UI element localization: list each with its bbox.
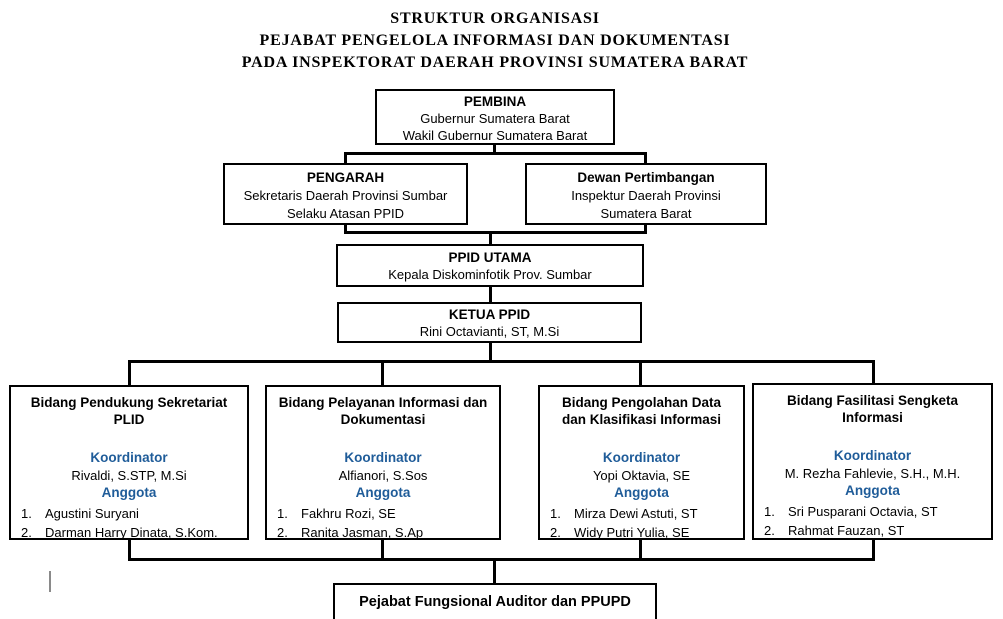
bidang-1-title-line-2: PLID [113,412,145,427]
box-bidang-fasilitasi-sengketa [752,383,993,540]
connector-line [639,360,642,385]
list-item-number: 2. [764,523,775,538]
list-item-name: Fakhru Rozi, SE [301,506,396,521]
connector-line [489,231,492,244]
connector-line [493,558,496,583]
list-item [540,504,743,523]
box-pejabat-fungsional-title: Pejabat Fungsional Auditor dan PPUPD [359,594,631,610]
bidang-3-anggota-label: Anggota [614,485,669,500]
list-item [754,502,991,521]
bidang-4-title-line-2: Informasi [842,410,903,425]
bidang-4-anggota-list [754,502,991,540]
connector-line [872,360,875,385]
box-bidang-pendukung-sekretariat [9,385,249,540]
box-pengarah-line-1: Sekretaris Daerah Provinsi Sumbar [243,188,448,203]
bidang-2-koordinator-name: Alfianori, S.Sos [338,468,428,483]
box-ppid-utama-title: PPID UTAMA [448,250,532,265]
bidang-3-title-line-1: Bidang Pengolahan Data [561,395,722,410]
list-item-number: 1. [21,506,32,521]
list-item-name: Darman Harry Dinata, S.Kom. [45,525,218,540]
bidang-2-anggota-list [267,504,499,542]
bidang-3-koordinator-label: Koordinator [602,450,681,465]
list-item-name: Rahmat Fauzan, ST [788,523,905,538]
connector-line [644,152,647,163]
list-item-number: 2. [550,525,561,540]
box-ppid-utama [336,244,644,287]
bidang-2-title-line-2: Dokumentasi [340,412,426,427]
box-dewan-line-1: Inspektur Daerah Provinsi [571,188,721,203]
box-ppid-utama-line-1: Kepala Diskominfotik Prov. Sumbar [388,267,592,282]
bidang-1-koordinator-name: Rivaldi, S.STP, M.Si [71,468,187,483]
connector-line [344,231,647,234]
box-pejabat-fungsional [333,583,657,619]
list-item-name: Ranita Jasman, S.Ap [301,525,424,540]
box-dewan-line-2: Sumatera Barat [600,205,692,221]
connector-line [128,360,875,363]
bidang-4-title-line-1: Bidang Fasilitasi Sengketa [786,393,959,408]
connector-line [381,540,384,559]
box-dewan-pertimbangan [525,163,767,225]
page-title [0,8,990,74]
bidang-1-koordinator-label: Koordinator [90,450,168,465]
bidang-2-koordinator-label: Koordinator [344,450,422,465]
box-ketua-ppid-line-1: Rini Octavianti, ST, M.Si [419,324,560,339]
list-item-name: Mirza Dewi Astuti, ST [574,506,698,521]
box-pembina [375,89,615,145]
box-dewan-title: Dewan Pertimbangan [577,170,715,185]
connector-line [489,287,492,302]
connector-line [128,558,875,561]
list-item-name: Widy Putri Yulia, SE [574,525,690,540]
box-pembina-line-1: Gubernur Sumatera Barat [420,111,570,126]
list-item-number: 1. [764,504,775,519]
connector-line [381,360,384,385]
box-pembina-title: PEMBINA [463,94,527,109]
list-item [11,504,247,523]
box-ketua-ppid [337,302,642,343]
list-item [267,504,499,523]
list-item [754,521,991,540]
page-title-line-1: STRUKTUR ORGANISASI [390,10,600,27]
connector-line [872,540,875,559]
page-title-line-3: PADA INSPEKTORAT DAERAH PROVINSI SUMATERA BARAT [241,54,749,71]
bidang-1-title-line-1: Bidang Pendukung Sekretariat [30,395,228,410]
list-item-number: 2. [277,525,288,540]
box-pembina-line-2: Wakil Gubernur Sumatera Barat [402,128,588,143]
bidang-1-anggota-list [11,504,247,542]
box-bidang-pengolahan-data [538,385,745,540]
connector-line [639,540,642,559]
bidang-4-koordinator-name: M. Rezha Fahlevie, S.H., M.H. [784,466,961,481]
stray-mark [49,571,51,592]
bidang-4-koordinator-label: Koordinator [833,448,912,463]
connector-line [344,152,347,163]
bidang-2-title-line-1: Bidang Pelayanan Informasi dan [278,395,488,410]
list-item-number: 1. [550,506,561,521]
box-bidang-pelayanan-informasi [265,385,501,540]
box-pengarah-title: PENGARAH [306,170,385,185]
box-pengarah [223,163,468,225]
box-ketua-ppid-title: KETUA PPID [448,307,531,322]
bidang-3-anggota-list [540,504,743,542]
connector-line [128,540,131,559]
page-title-line-2: PEJABAT PENGELOLA INFORMASI DAN DOKUMENTASI [259,32,731,49]
connector-line [344,152,647,155]
bidang-3-koordinator-name: Yopi Oktavia, SE [592,468,691,483]
bidang-3-title-line-2: dan Klasifikasi Informasi [561,412,722,427]
list-item-number: 2. [21,525,32,540]
bidang-1-anggota-label: Anggota [101,485,157,500]
list-item-name: Agustini Suryani [45,506,139,521]
box-pengarah-line-2: Selaku Atasan PPID [286,205,405,221]
connector-line [128,360,131,385]
bidang-4-anggota-label: Anggota [845,483,900,498]
list-item-name: Sri Pusparani Octavia, ST [788,504,938,519]
list-item-number: 1. [277,506,288,521]
bidang-2-anggota-label: Anggota [355,485,411,500]
